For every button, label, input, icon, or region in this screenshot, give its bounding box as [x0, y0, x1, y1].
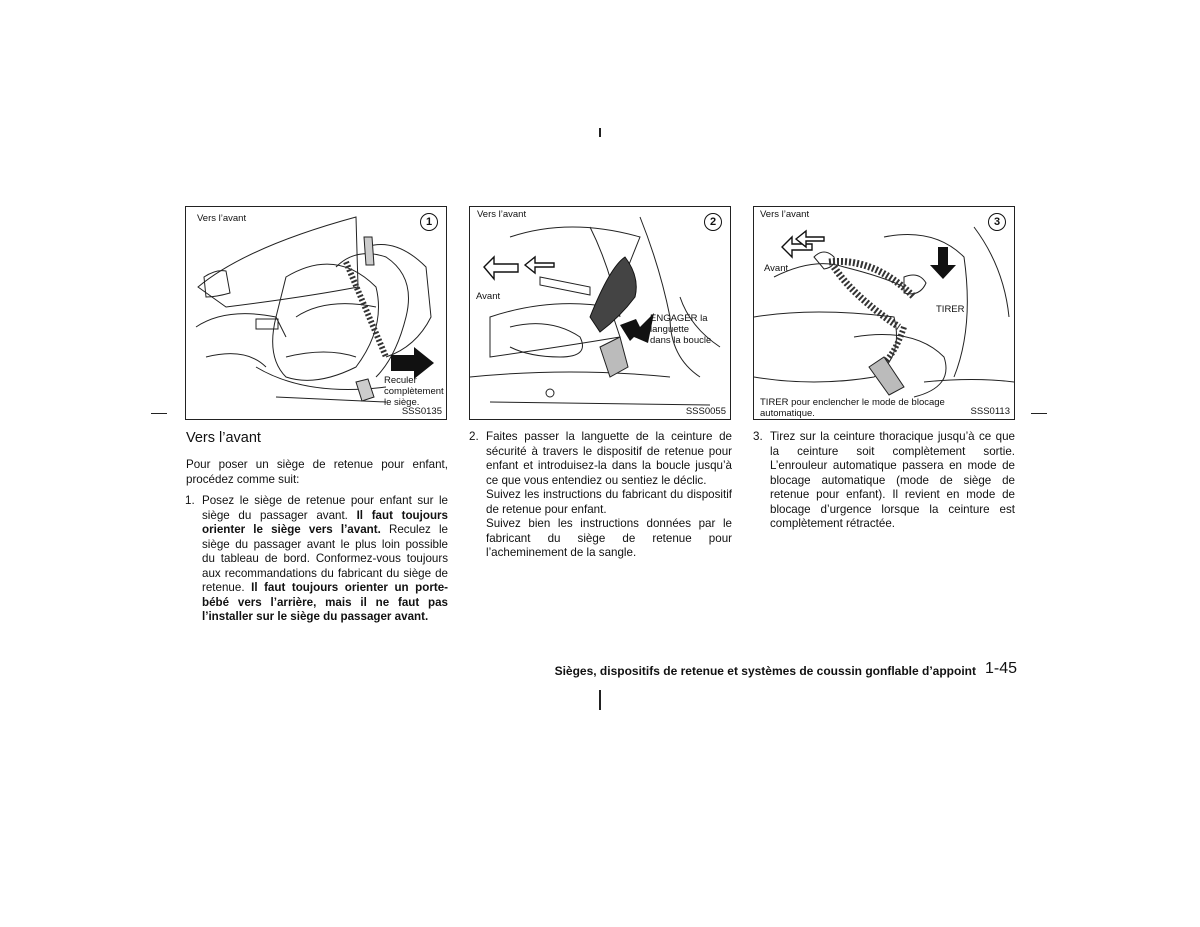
section-title: Vers l’avant: [186, 430, 261, 446]
figure-2-number: 2: [704, 213, 722, 231]
step-3-text-a: Tirez sur la ceinture thoracique jusqu’à ce que la ceinture soit complètement sortie. L’enrouleur automatique passera en mode de blocage automatique (mode de siège de retenue pour enfant). Il revient en mode de blocage d’urgence lorsque la ceinture est complètement rétractée.: [770, 430, 1015, 530]
footer-section-title: Sièges, dispositifs de retenue et systèmes de coussin gonflable d’appoint: [554, 664, 976, 678]
figure-3-side-label: Avant: [764, 263, 789, 274]
figure-3-front-label: Vers l’avant: [760, 209, 810, 220]
figure-1: [185, 206, 447, 420]
step-1: [185, 494, 449, 625]
figure-1-number: 1: [420, 213, 438, 231]
step-2-number: 2.: [469, 430, 479, 443]
figure-2-code: SSS0055: [685, 406, 726, 417]
step-1-bold-a: Il faut toujours orienter le siège vers l’avant.: [202, 508, 448, 536]
right-side-mark: [1031, 413, 1047, 414]
step-2-text-b: Suivez les instructions du fabricant du dispositif de retenue pour enfant.: [486, 488, 732, 516]
step-1-text-a: Posez le siège de retenue pour enfant sur le siège du passager avant.: [202, 494, 448, 522]
figure-3: [753, 206, 1015, 420]
figure-3-code: SSS0113: [970, 406, 1010, 417]
bottom-center-mark: [599, 690, 601, 710]
figure-3-callout: TIRER: [936, 304, 965, 315]
step-3-number: 3.: [753, 430, 763, 443]
figure-2: [469, 206, 731, 420]
step-2-text-c: Suivez bien les instructions données par le fabricant du siège de retenue pour l’acheminement de la sangle.: [486, 517, 732, 559]
figure-3-number: 3: [988, 213, 1006, 231]
figure-3-caption: TIRER pour enclencher le mode de blocage automatique.: [760, 397, 945, 419]
page-number: 1-45: [985, 660, 1018, 677]
top-center-mark: [599, 128, 601, 137]
step-1-text-b: Reculez le siège du passager avant le plus loin possible du tableau de bord. Conformez-vous toujours aux recommandations du fabricant du siège de retenue.: [202, 523, 449, 594]
figure-1-callout: Reculer complètement le siège.: [384, 375, 444, 408]
figure-1-front-label: Vers l’avant: [197, 213, 247, 224]
figure-1-code: SSS0135: [401, 406, 442, 417]
left-side-mark: [151, 413, 167, 414]
intro-paragraph: Pour poser un siège de retenue pour enfant, procédez comme suit:: [186, 458, 448, 486]
figure-2-callout: ENGAGER la languette dans la boucle: [650, 313, 712, 346]
figure-2-front-label: Vers l’avant: [477, 209, 527, 220]
step-3: [753, 430, 1015, 532]
step-2: [469, 430, 732, 561]
step-2-text-a: Faites passer la languette de la ceinture de sécurité à travers le dispositif de retenue pour enfant et introduisez-la dans la boucle jusqu’à ce que vous entendiez ou sentiez le déclic.: [486, 430, 732, 487]
pull-belt-illustration: [754, 207, 1015, 420]
figure-2-side-label: Avant: [476, 291, 501, 302]
step-1-number: 1.: [185, 494, 195, 507]
step-1-bold-b: Il faut toujours orienter un porte-bébé vers l’arrière, mais il ne faut pas l’installer sur le siège du passager avant.: [202, 581, 449, 623]
